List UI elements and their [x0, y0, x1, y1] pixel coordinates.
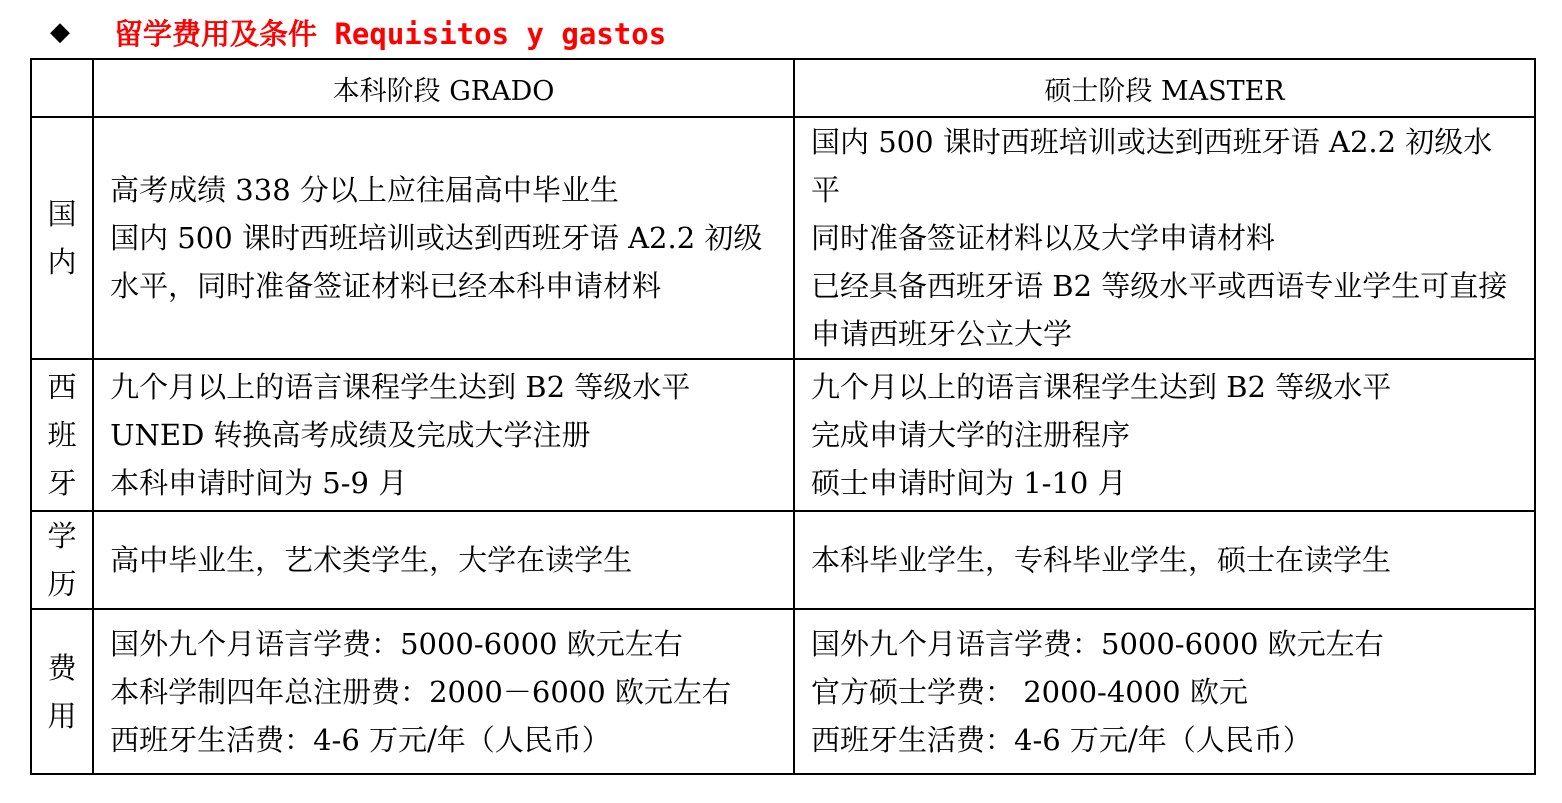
cell-grado-domestic: [93, 117, 794, 359]
row-label-fees: [31, 609, 93, 774]
cell-line: 西班牙生活费：4-6 万元/年（人民币）: [110, 722, 611, 757]
cell-master-domestic: [794, 117, 1535, 359]
cell-line: 国内 500 课时西班培训或达到西班牙语 A2.2 初级水平，同时准备签证材料已经本科申请材料: [110, 221, 763, 303]
section-heading: [50, 10, 666, 54]
cell-master-fees: [794, 609, 1535, 774]
row-label-spain: [31, 359, 93, 511]
cell-line: 官方硕士学费： 2000-4000 欧元: [811, 674, 1248, 709]
cell-line: 高考成绩 338 分以上应往届高中毕业生: [110, 173, 619, 207]
row-label-domestic: [31, 117, 93, 359]
cell-line: 本科申请时间为 5-9 月: [110, 466, 408, 500]
cell-line: 国外九个月语言学费：5000-6000 欧元左右: [811, 626, 1384, 661]
cell-line: 国内 500 课时西班培训或达到西班牙语 A2.2 初级水平: [811, 125, 1493, 207]
corner-cell: [31, 59, 93, 117]
cell-line: 高中毕业生，艺术类学生，大学在读学生: [110, 543, 633, 577]
cell-line: 本科学制四年总注册费：2000－6000 欧元左右: [110, 674, 731, 709]
cell-grado-spain: [93, 359, 794, 511]
row-label-char: 历: [47, 567, 77, 601]
table-row: [31, 511, 1535, 609]
cell-line: 九个月以上的语言课程学生达到 B2 等级水平: [110, 370, 691, 404]
row-label-char: 费: [47, 650, 77, 685]
row-label-char: 国: [47, 197, 77, 231]
cell-line: 硕士申请时间为 1-10 月: [811, 466, 1127, 500]
cell-line: 已经具备西班牙语 B2 等级水平或西语专业学生可直接申请西班牙公立大学: [811, 269, 1508, 351]
table-header-row: [31, 59, 1535, 117]
row-label-education: [31, 511, 93, 609]
cell-line: 西班牙生活费：4-6 万元/年（人民币）: [811, 722, 1312, 757]
cell-line: 完成申请大学的注册程序: [811, 418, 1131, 452]
row-label-char: 用: [47, 698, 77, 733]
table-row: [31, 359, 1535, 511]
header-grado: 本科阶段 GRADO: [93, 59, 794, 117]
table-row: [31, 609, 1535, 774]
cell-master-spain: [794, 359, 1535, 511]
cell-master-education: [794, 511, 1535, 609]
header-master: 硕士阶段 MASTER: [794, 59, 1535, 117]
cell-grado-fees: [93, 609, 794, 774]
cell-line: 国外九个月语言学费：5000-6000 欧元左右: [110, 626, 683, 661]
cell-line: 九个月以上的语言课程学生达到 B2 等级水平: [811, 370, 1392, 404]
cell-grado-education: [93, 511, 794, 609]
cell-line: 本科毕业学生，专科毕业学生，硕士在读学生: [811, 543, 1392, 577]
row-label-char: 班: [47, 418, 77, 452]
diamond-bullet-icon: ◆: [50, 17, 70, 47]
row-label-char: 学: [47, 519, 77, 553]
row-label-char: 西: [47, 370, 77, 404]
table-row: [31, 117, 1535, 359]
row-label-char: 牙: [47, 466, 77, 500]
row-label-char: 内: [47, 245, 77, 279]
cell-line: UNED 转换高考成绩及完成大学注册: [110, 418, 591, 452]
cell-line: 同时准备签证材料以及大学申请材料: [811, 221, 1276, 255]
requirements-table: [30, 58, 1536, 775]
section-title: 留学费用及条件 Requisitos y gastos: [114, 16, 667, 51]
